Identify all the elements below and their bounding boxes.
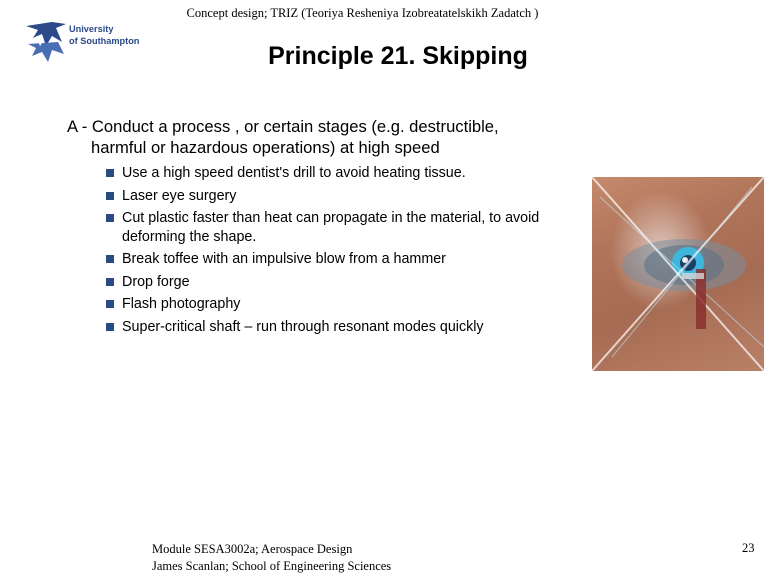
eye-laser-illustration [592,177,764,371]
laser-eye-surgery-photo [592,177,764,371]
list-item-text: Drop forge [122,273,190,290]
footer-module: Module SESA3002a; Aerospace Design [152,542,353,556]
slide-title: Principle 21. Skipping [268,42,528,70]
list-item-text: Break toffee with an impulsive blow from a hammer [122,251,446,267]
list-item-text: Super-critical shaft – run through resonant modes quickly [122,318,484,335]
footer-author: James Scanlan; School of Engineering Sciences [152,559,392,573]
list-item [104,318,574,337]
square-bullet-icon [106,323,114,331]
list-item-text: Flash photography [122,296,241,312]
heading-line-2: harmful or hazardous operations) at high speed [91,138,440,157]
list-item [104,164,574,183]
footer [152,541,391,575]
list-item-text: Cut plastic faster than heat can propagate in the material, to avoid deforming the shape. [122,210,540,245]
page-number: 23 [742,541,755,555]
list-item [104,187,574,206]
square-bullet-icon [106,300,114,308]
logo-line-2: of Southampton [69,36,140,46]
square-bullet-icon [106,192,114,200]
list-item-text: Laser eye surgery [122,187,237,204]
list-item [104,209,574,246]
example-list [104,164,574,340]
square-bullet-icon [106,278,114,286]
running-header: Concept design; TRIZ (Teoriya Resheniya Izobreatatelskikh Zadatch ) [186,6,539,20]
logo-line-1: University [69,24,114,34]
list-item [104,250,574,269]
list-item-text: Use a high speed dentist's drill to avoid heating tissue. [122,165,466,181]
square-bullet-icon [106,255,114,263]
square-bullet-icon [106,214,114,222]
list-item [104,273,574,292]
square-bullet-icon [106,169,114,177]
principle-heading [67,116,627,158]
heading-line-1: A - Conduct a process , or certain stages (e.g. destructible, [67,117,499,136]
list-item [104,295,574,314]
